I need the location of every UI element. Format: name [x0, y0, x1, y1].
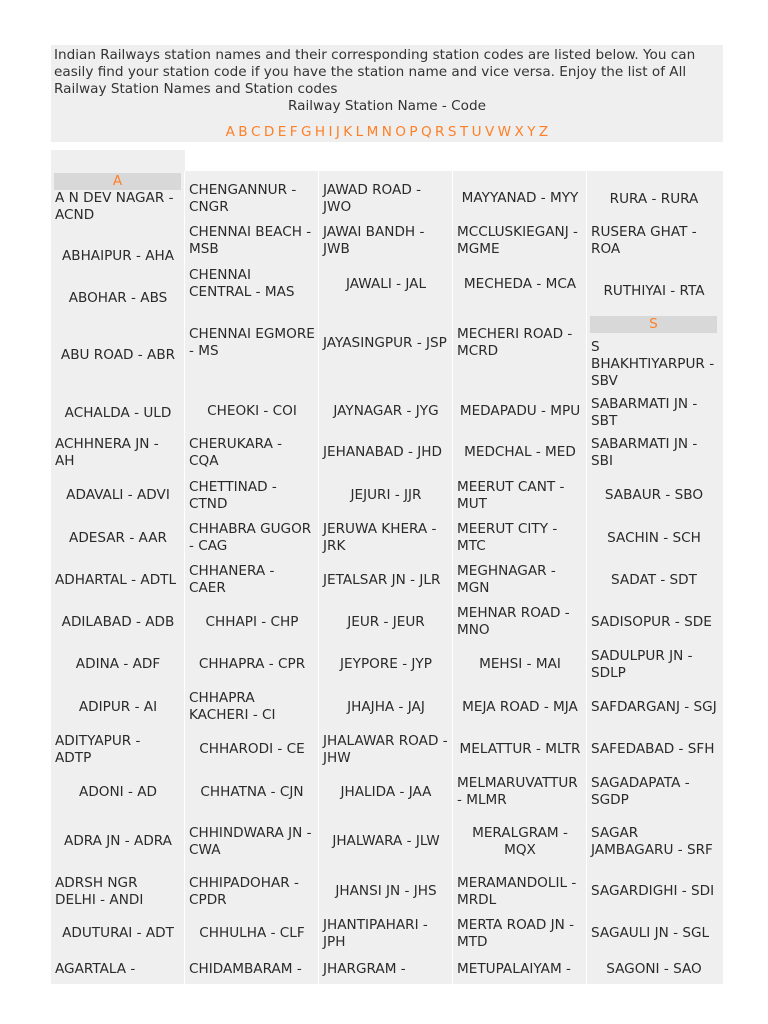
station-name-code: RURA - RURA	[609, 190, 699, 207]
station-cell	[319, 870, 452, 913]
letter-link-v[interactable]: V	[484, 124, 495, 140]
station-name-code: MCCLUSKIEGANJ - MGME	[457, 224, 578, 257]
station-name-code: CHENNAI CENTRAL - MAS	[189, 267, 295, 300]
station-name-code: MERTA ROAD JN - MTD	[457, 916, 575, 950]
station-cell	[453, 315, 586, 371]
station-name-code: ADITYAPUR - ADTP	[55, 732, 141, 766]
station-cell	[453, 813, 586, 870]
station-name-code: JHALIDA - JAA	[340, 783, 432, 800]
letter-link-k[interactable]: K	[343, 124, 353, 140]
station-name-code: MEDAPADU - MPU	[459, 402, 581, 419]
station-column	[587, 171, 720, 984]
station-name-code: JETALSAR JN - JLR	[323, 571, 441, 588]
station-name-code: JHANSI JN - JHS	[335, 883, 437, 899]
letter-link-o[interactable]: O	[395, 124, 407, 140]
station-name-code: CHEOKI - COI	[207, 402, 297, 419]
station-cell	[51, 771, 184, 813]
station-name-code: JEHANABAD - JHD	[323, 444, 442, 460]
station-cell	[51, 392, 184, 434]
station-cell	[51, 320, 184, 390]
station-name-code: CHIDAMBARAM -	[189, 960, 302, 977]
letter-link-b[interactable]: B	[238, 124, 248, 140]
letter-link-q[interactable]: Q	[420, 124, 432, 140]
letter-link-d[interactable]: D	[263, 124, 275, 140]
station-name-code: JHALWARA - JLW	[332, 833, 440, 849]
station-name-code: SAFDARGANJ - SGJ	[591, 698, 717, 715]
letter-link-a[interactable]: A	[225, 124, 236, 140]
table-header-cell	[51, 150, 185, 171]
station-cell	[185, 474, 318, 517]
station-name-code: CHHARODI - CE	[199, 741, 305, 757]
station-cell	[185, 390, 318, 432]
station-cell	[319, 954, 452, 984]
letter-link-g[interactable]: G	[300, 124, 312, 140]
station-name-code: CHHULHA - CLF	[199, 925, 305, 941]
station-cell	[587, 870, 720, 913]
station-name-code: MERALGRAM - MQX	[472, 824, 568, 858]
station-name-code: MAYYANAD - MYY	[461, 190, 579, 206]
station-name-code: ADESAR - AAR	[69, 529, 167, 546]
station-cell	[587, 601, 720, 643]
station-cell	[51, 559, 184, 601]
station-cell	[319, 601, 452, 643]
station-cell	[587, 392, 720, 434]
station-name-code: AGARTALA -	[55, 960, 136, 977]
station-cell	[453, 686, 586, 728]
station-name-code: RUTHIYAI - RTA	[603, 282, 705, 299]
station-name-code: SABAUR - SBO	[604, 487, 704, 503]
station-cell	[453, 390, 586, 432]
station-name-code: JHANTIPAHARI - JPH	[323, 916, 428, 950]
station-cell	[587, 178, 720, 220]
station-cell	[453, 177, 586, 220]
section-letter-header: A	[54, 173, 181, 190]
station-name-code: MEERUT CANT - MUT	[457, 478, 565, 512]
station-cell	[319, 686, 452, 728]
station-name-code: ADAVALI - ADVI	[66, 487, 170, 503]
station-cell	[319, 390, 452, 432]
station-cell	[587, 954, 720, 984]
station-cell	[185, 771, 318, 813]
station-name-code: MECHERI ROAD - MCRD	[457, 326, 573, 359]
station-table	[51, 171, 723, 984]
station-name-code: S BHAKHTIYARPUR - SBV	[591, 338, 715, 389]
station-cell	[453, 771, 586, 813]
station-cell	[453, 559, 586, 601]
station-name-code: SADULPUR JN - SDLP	[591, 647, 693, 681]
letter-link-m[interactable]: M	[366, 124, 379, 140]
station-name-code: SADAT - SDT	[611, 571, 697, 588]
station-name-code: ABOHAR - ABS	[68, 289, 168, 306]
station-name-code: SAGARDIGHI - SDI	[591, 883, 715, 899]
station-cell	[587, 432, 720, 474]
station-name-code: METUPALAIYAM -	[457, 960, 571, 977]
station-name-code: SAGAR JAMBAGARU - SRF	[591, 824, 713, 858]
letter-link-c[interactable]: C	[250, 124, 261, 140]
station-name-code: CHHAPI - CHP	[205, 613, 299, 630]
station-cell	[587, 771, 720, 813]
station-cell	[185, 559, 318, 601]
station-cell	[185, 601, 318, 643]
station-name-code: SACHIN - SCH	[607, 529, 701, 546]
station-name-code: MEERUT CITY - MTC	[457, 521, 558, 554]
station-cell	[453, 913, 586, 954]
station-cell	[51, 277, 184, 319]
intro-text: Indian Railways station names and their corresponding station codes are listed below. You can easily find your station code if you have the station name and vice versa. Enjoy the list of All Railway Station Names and Station codes	[54, 47, 696, 97]
letter-link-h[interactable]: H	[314, 124, 326, 140]
intro-panel	[51, 45, 723, 142]
station-cell	[51, 474, 184, 517]
station-name-code: SAGADAPATA - SGDP	[591, 775, 690, 808]
alphabet-nav	[51, 124, 723, 141]
station-cell	[185, 813, 318, 870]
station-cell	[51, 432, 184, 474]
station-name-code: SABARMATI JN - SBT	[591, 396, 698, 429]
station-name-code: MEDCHAL - MED	[464, 444, 576, 460]
station-name-code: A N DEV NAGAR - ACND	[55, 190, 174, 223]
station-name-code: ADHARTAL - ADTL	[55, 571, 177, 588]
station-cell	[587, 813, 720, 870]
station-name-code: JERUWA KHERA - JRK	[323, 521, 437, 554]
station-cell	[51, 235, 184, 277]
station-name-code: JEYPORE - JYP	[340, 656, 432, 672]
station-name-code: CHHATNA - CJN	[200, 783, 304, 800]
station-cell	[319, 728, 452, 771]
station-cell	[319, 315, 452, 371]
station-cell	[185, 220, 318, 262]
letter-link-f[interactable]: F	[289, 124, 298, 140]
station-cell	[185, 517, 318, 559]
station-cell	[453, 954, 586, 984]
station-name-code: CHHIPADOHAR - CPDR	[189, 874, 299, 908]
letter-link-p[interactable]: P	[409, 124, 418, 140]
station-name-code: CHENNAI EGMORE - MS	[189, 326, 315, 359]
station-name-code: ADONI - AD	[79, 783, 157, 800]
station-name-code: RUSERA GHAT - ROA	[591, 224, 697, 257]
station-name-code: MELATTUR - MLTR	[459, 741, 581, 757]
station-cell	[319, 177, 452, 220]
station-name-code: SAGONI - SAO	[606, 960, 702, 977]
station-name-code: MERAMANDOLIL - MRDL	[457, 874, 577, 908]
letter-link-s[interactable]: S	[447, 124, 457, 140]
station-cell	[587, 336, 720, 392]
station-name-code: JAWAI BANDH - JWB	[323, 224, 425, 257]
station-cell	[587, 643, 720, 686]
station-cell	[185, 643, 318, 686]
list-subtitle: Railway Station Name - Code	[288, 98, 486, 114]
station-cell	[587, 728, 720, 771]
station-name-code: MELMARUVATTUR - MLMR	[457, 775, 578, 808]
station-cell	[51, 601, 184, 643]
letter-link-x[interactable]: X	[514, 124, 524, 140]
station-cell	[319, 771, 452, 813]
station-cell	[319, 813, 452, 870]
station-cell	[453, 601, 586, 643]
letter-link-l[interactable]: L	[355, 124, 364, 140]
station-cell	[453, 263, 586, 305]
letter-link-z[interactable]: Z	[538, 124, 549, 140]
station-cell	[185, 263, 318, 305]
station-name-code: JEJURI - JJR	[350, 487, 422, 503]
station-name-code: JHAJHA - JAJ	[347, 698, 425, 715]
letter-link-n[interactable]: N	[381, 124, 393, 140]
station-cell	[51, 643, 184, 686]
station-name-code: ACHALDA - ULD	[64, 404, 172, 421]
station-cell	[453, 517, 586, 559]
station-column	[453, 171, 586, 984]
station-name-code: CHERUKARA - CQA	[189, 435, 283, 469]
station-cell	[185, 315, 318, 371]
station-cell	[185, 177, 318, 220]
station-cell	[185, 913, 318, 954]
station-cell	[587, 220, 720, 262]
station-cell	[51, 517, 184, 559]
station-name-code: JAWALI - JAL	[345, 275, 427, 292]
station-cell	[51, 954, 184, 984]
station-cell	[587, 913, 720, 954]
station-name-code: CHHAPRA - CPR	[198, 656, 306, 672]
station-cell	[51, 913, 184, 954]
station-cell	[185, 728, 318, 771]
station-name-code: MEGHNAGAR - MGN	[457, 563, 556, 596]
section-letter-header: S	[590, 316, 717, 333]
station-cell	[185, 686, 318, 728]
station-cell	[587, 270, 720, 312]
station-cell	[453, 643, 586, 686]
station-name-code: JAWAD ROAD - JWO	[323, 181, 422, 215]
station-name-code: ADILABAD - ADB	[61, 613, 175, 630]
letter-link-w[interactable]: W	[497, 124, 512, 140]
station-name-code: SADISOPUR - SDE	[591, 613, 712, 630]
station-cell	[51, 813, 184, 870]
station-cell	[587, 686, 720, 728]
station-name-code: CHHANERA - CAER	[189, 563, 275, 596]
station-name-code: MEJA ROAD - MJA	[462, 698, 578, 715]
station-cell	[453, 431, 586, 474]
station-column	[51, 171, 184, 984]
station-name-code: ADRA JN - ADRA	[64, 833, 172, 849]
station-cell	[319, 263, 452, 305]
station-name-code: MECHEDA - MCA	[463, 275, 577, 292]
station-cell	[319, 517, 452, 559]
station-name-code: ADINA - ADF	[75, 656, 161, 672]
station-cell	[453, 474, 586, 517]
station-name-code: SAGAULI JN - SGL	[591, 925, 710, 941]
station-name-code: ABHAIPUR - AHA	[61, 247, 175, 264]
station-cell	[319, 913, 452, 954]
letter-link-r[interactable]: R	[435, 124, 445, 140]
station-cell	[51, 870, 184, 913]
station-name-code: JAYNAGAR - JYG	[333, 402, 439, 419]
station-cell	[319, 643, 452, 686]
station-cell	[185, 870, 318, 913]
station-name-code: ABU ROAD - ABR	[60, 346, 176, 363]
station-cell	[185, 954, 318, 984]
station-name-code: CHHAPRA KACHERI - CI	[189, 690, 276, 723]
station-name-code: JEUR - JEUR	[347, 613, 425, 630]
station-cell	[319, 474, 452, 517]
station-cell	[587, 517, 720, 559]
station-cell	[51, 185, 184, 229]
station-cell	[51, 728, 184, 771]
station-name-code: MEHNAR ROAD - MNO	[457, 605, 570, 638]
station-name-code: CHETTINAD - CTND	[189, 478, 277, 512]
station-cell	[453, 870, 586, 913]
letter-link-u[interactable]: U	[471, 124, 482, 140]
station-name-code: CHENNAI BEACH - MSB	[189, 224, 312, 257]
letter-link-y[interactable]: Y	[527, 124, 536, 140]
station-cell	[51, 686, 184, 728]
station-name-code: SABARMATI JN - SBI	[591, 436, 698, 469]
letter-link-e[interactable]: E	[277, 124, 287, 140]
station-column	[185, 171, 318, 984]
station-name-code: MEHSI - MAI	[479, 656, 561, 672]
station-column	[319, 171, 452, 984]
letter-link-i[interactable]: I	[328, 124, 333, 140]
station-cell	[453, 728, 586, 771]
letter-link-j[interactable]: J	[335, 124, 341, 140]
station-name-code: ADIPUR - AI	[78, 698, 158, 715]
station-name-code: SAFEDABAD - SFH	[591, 741, 715, 757]
station-cell	[453, 220, 586, 262]
station-name-code: ADUTURAI - ADT	[62, 925, 174, 941]
station-cell	[319, 431, 452, 474]
station-name-code: ADRSH NGR DELHI - ANDI	[55, 874, 144, 908]
station-name-code: CHHINDWARA JN - CWA	[189, 824, 312, 858]
station-name-code: CHHABRA GUGOR - CAG	[189, 521, 312, 554]
station-name-code: JAYASINGPUR - JSP	[323, 334, 447, 351]
station-cell	[587, 559, 720, 601]
station-name-code: JHARGRAM -	[323, 960, 406, 977]
letter-link-t[interactable]: T	[459, 124, 469, 140]
station-cell	[319, 559, 452, 601]
station-cell	[185, 431, 318, 474]
station-name-code: ACHHNERA JN - AH	[55, 436, 159, 469]
station-name-code: CHENGANNUR - CNGR	[189, 181, 297, 215]
station-cell	[319, 220, 452, 262]
station-name-code: JHALAWAR ROAD - JHW	[323, 732, 448, 766]
station-cell	[587, 474, 720, 517]
